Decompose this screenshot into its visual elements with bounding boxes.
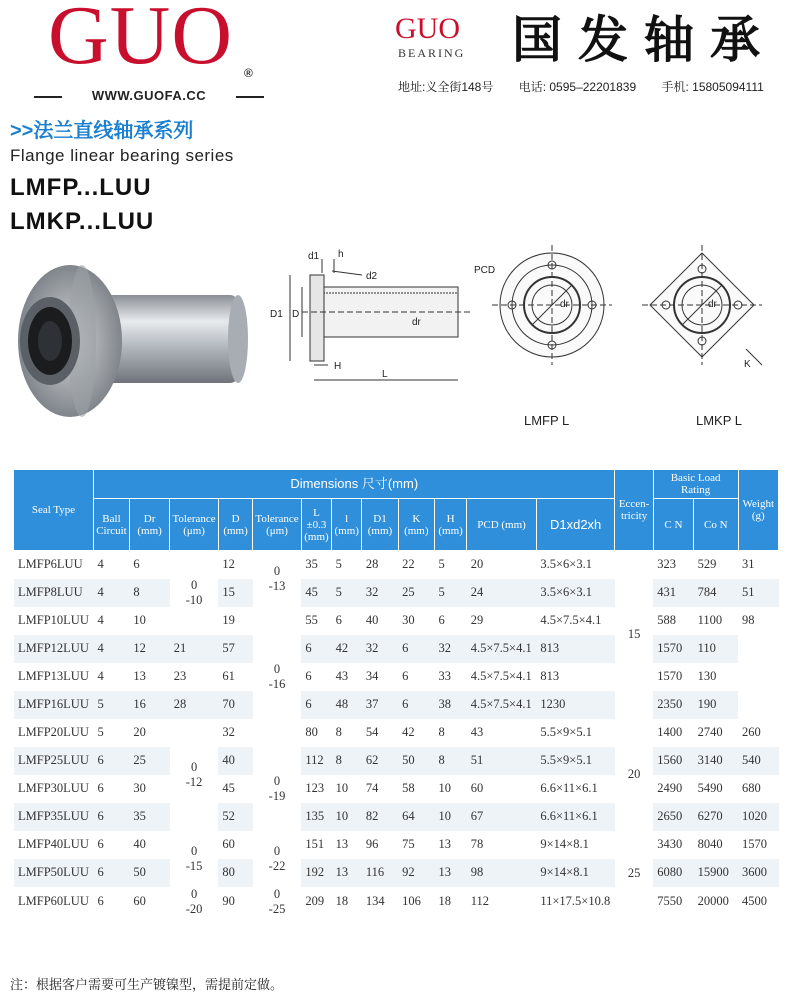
cell-D: 45 xyxy=(222,781,235,795)
cell-L: 35 xyxy=(305,557,318,572)
cell-C: 431 xyxy=(653,579,693,607)
cell-seal-type: LMFP12LUU xyxy=(14,635,94,663)
cell-dxh: 3.5×6×3.1 xyxy=(540,557,592,572)
cell-ball-circuit: 4 xyxy=(94,635,130,663)
cell-H: 10 xyxy=(438,781,451,795)
cell-dr: 8 xyxy=(129,579,169,607)
cell-dxh: 11×17.5×10.8 xyxy=(540,894,611,908)
col-eccentricity: Eccen-tricity xyxy=(615,470,653,551)
cell-L: 135 xyxy=(301,803,331,831)
col-PCD: PCD (mm) xyxy=(467,499,537,551)
cell-dr: 25 xyxy=(129,747,169,775)
col-tolerance-1: Tolerance (μm) xyxy=(170,499,219,551)
cell-K: 32 xyxy=(362,635,398,663)
cell-L: 57 xyxy=(218,635,252,663)
cell-K: 34 xyxy=(365,669,379,683)
cell-seal-type: LMFP13LUU xyxy=(18,669,89,683)
cell-seal-type: LMFP16LUU xyxy=(14,691,94,719)
label-h: h xyxy=(338,249,344,260)
phone-text: 电话: 0595–22201839 xyxy=(518,80,637,94)
table-row xyxy=(14,887,779,917)
cell-dxh: 4.5×7.5×4.1 xyxy=(540,613,602,627)
cell-D: 80 xyxy=(218,859,252,887)
cell-D: 23 xyxy=(173,669,187,683)
cell-PCD: 29 xyxy=(470,613,484,627)
cell-H: 10 xyxy=(434,803,466,831)
cell-D1: 62 xyxy=(362,747,398,775)
label-dr: dr xyxy=(412,317,421,328)
cell-l: 18 xyxy=(335,894,349,908)
cell-PCD: 24 xyxy=(467,579,537,607)
basic-load-header: Basic Load Rating xyxy=(653,470,738,499)
cell-K: 92 xyxy=(398,859,434,887)
cell-seal-type: LMFP10LUU xyxy=(18,613,89,627)
cell-H: 6 xyxy=(398,635,434,663)
caption-lmkp: LMKP L xyxy=(696,413,743,428)
cell-w: 1020 xyxy=(738,803,779,831)
cell-w: 110 xyxy=(694,635,738,663)
cell-seal-type: LMFP35LUU xyxy=(14,803,94,831)
cell-dxh: 9×14×8.1 xyxy=(536,859,615,887)
cell-w: 4500 xyxy=(742,894,767,908)
cell-dr: 6 xyxy=(133,557,140,572)
col-L: L ±0.3 (mm) xyxy=(301,499,331,551)
small-logo-text: GUO xyxy=(395,12,460,45)
col-d1d2h: D1xd2xh xyxy=(536,499,615,551)
cell-D1: 74 xyxy=(365,781,379,795)
cell-K: 75 xyxy=(402,837,415,851)
cell-Co: 3140 xyxy=(694,747,738,775)
cell-ball-circuit: 5 xyxy=(97,725,104,739)
cell-PCD: 112 xyxy=(470,894,490,908)
label-L: L xyxy=(382,369,388,380)
cell-ball-circuit: 4 xyxy=(94,579,130,607)
cell-Co: 5490 xyxy=(697,781,723,795)
col-weight: Weight (g) xyxy=(738,470,779,551)
cell-D: 40 xyxy=(218,747,252,775)
cell-Co: 1570 xyxy=(657,669,683,683)
cell-D1: 116 xyxy=(362,859,398,887)
cell-seal-type: LMFP25LUU xyxy=(14,747,94,775)
cell-Co: 2350 xyxy=(653,691,693,719)
cell-Co: 20000 xyxy=(697,894,729,908)
label-dr-square: dr xyxy=(708,299,717,310)
cell-L: 45 xyxy=(301,579,331,607)
cell-K: 106 xyxy=(402,894,421,908)
cell-ball-circuit: 6 xyxy=(94,803,130,831)
cell-ball-circuit: 4 xyxy=(97,613,104,627)
cell-ball-circuit: 5 xyxy=(94,691,130,719)
cell-dr: 20 xyxy=(133,725,146,739)
cell-D: 15 xyxy=(218,579,252,607)
col-seal-type: Seal Type xyxy=(14,470,94,551)
cell-l: 6 xyxy=(301,635,331,663)
cell-dr: 40 xyxy=(133,837,146,851)
table-row xyxy=(14,635,779,663)
cell-eccentricity: 25 xyxy=(627,866,641,880)
cell-D1: 48 xyxy=(332,691,362,719)
registered-mark: ® xyxy=(244,66,253,80)
website-text: WWW.GUOFA.CC xyxy=(34,88,264,103)
cell-dxh: 6.6×11×6.1 xyxy=(536,803,615,831)
cell-ball-circuit: 6 xyxy=(94,747,130,775)
table-row xyxy=(14,775,779,803)
address-text: 地址:义全街148号 xyxy=(398,80,494,94)
label-d2: d2 xyxy=(366,271,378,282)
cell-D: 28 xyxy=(170,691,219,719)
cell-C: 1400 xyxy=(657,725,683,739)
table-row xyxy=(14,551,779,579)
logo-text: GUO xyxy=(48,0,233,82)
table-row xyxy=(14,663,779,691)
cell-dr: 16 xyxy=(129,691,169,719)
cell-K: 50 xyxy=(398,747,434,775)
cell-C: 3430 xyxy=(657,837,683,851)
cell-l: 5 xyxy=(332,579,362,607)
cell-C: 323 xyxy=(657,557,676,572)
cell-H: 5 xyxy=(434,579,466,607)
cell-D1: 96 xyxy=(365,837,379,851)
cell-dxh: 6.6×11×6.1 xyxy=(540,781,598,795)
label-D: D xyxy=(292,309,300,320)
cell-D1: 134 xyxy=(365,894,385,908)
cell-H: 6 xyxy=(438,613,445,627)
cell-D: 12 xyxy=(222,557,235,572)
table-row xyxy=(14,607,779,635)
cell-L: 80 xyxy=(305,725,318,739)
cell-ball-circuit: 4 xyxy=(97,557,104,572)
cell-C: 1560 xyxy=(653,747,693,775)
cell-dr: 12 xyxy=(129,635,169,663)
cell-Co: 15900 xyxy=(694,859,738,887)
cell-PCD: 98 xyxy=(467,859,537,887)
cell-seal-type: LMFP6LUU xyxy=(18,557,83,572)
cell-eccentricity: 15 xyxy=(627,627,641,642)
cell-ball-circuit: 4 xyxy=(97,669,104,683)
cell-PCD: 32 xyxy=(434,635,466,663)
cell-D1: 43 xyxy=(335,669,349,683)
cell-dxh: 4.5×7.5×4.1 xyxy=(467,691,537,719)
cell-H: 5 xyxy=(438,557,445,572)
col-H: H (mm) xyxy=(434,499,466,551)
label-pcd: PCD xyxy=(474,265,496,276)
cell-tolerance-1: 0 -20 xyxy=(185,886,203,916)
cell-L: 151 xyxy=(305,837,325,851)
cell-dr: 30 xyxy=(133,781,146,795)
table-row xyxy=(14,803,779,831)
col-dr: Dr (mm) xyxy=(129,499,169,551)
cell-seal-type: LMFP30LUU xyxy=(18,781,89,795)
col-ball-circuit: Ball Circuit xyxy=(94,499,130,551)
cell-L: 209 xyxy=(305,894,325,908)
small-logo-sub: BEARING xyxy=(398,46,466,60)
cell-dr: 13 xyxy=(133,669,146,683)
cell-L: 112 xyxy=(301,747,331,775)
cell-K: 22 xyxy=(402,557,415,572)
cell-PCD: 67 xyxy=(467,803,537,831)
label-H: H xyxy=(334,361,342,372)
col-tolerance-2: Tolerance (μm) xyxy=(253,499,302,551)
cell-l: 6 xyxy=(301,691,331,719)
table-row xyxy=(14,831,779,859)
cell-PCD: 78 xyxy=(470,837,484,851)
cell-w: 31 xyxy=(742,557,755,572)
col-l: l (mm) xyxy=(332,499,362,551)
cell-C: 813 xyxy=(536,635,615,663)
cell-tolerance-2: 0 -16 xyxy=(268,661,286,691)
cell-PCD: 43 xyxy=(470,725,484,739)
cell-Co: 8040 xyxy=(697,837,723,851)
cell-Co: 1570 xyxy=(653,635,693,663)
model-lmfp: LMFP...LUU xyxy=(10,174,152,201)
cell-L: 123 xyxy=(305,781,325,795)
col-D: D (mm) xyxy=(218,499,252,551)
mobile-text: 手机: 15805094111 xyxy=(661,80,764,94)
cell-ball-circuit: 6 xyxy=(97,837,104,851)
series-title-en: Flange linear bearing series xyxy=(10,146,234,165)
cell-dr: 60 xyxy=(133,894,146,908)
col-Co: Co N xyxy=(694,499,738,551)
cell-dr: 10 xyxy=(133,613,146,627)
label-D1: D1 xyxy=(270,309,283,320)
cell-C: 1230 xyxy=(536,691,615,719)
cell-ball-circuit: 6 xyxy=(94,859,130,887)
cell-C: 813 xyxy=(540,669,560,683)
cell-PCD: 38 xyxy=(434,691,466,719)
cell-K: 25 xyxy=(398,579,434,607)
cell-ball-circuit: 6 xyxy=(97,894,104,908)
dimensions-header: Dimensions 尺寸(mm) xyxy=(94,470,615,499)
col-K: K (mm) xyxy=(398,499,434,551)
cell-L: 192 xyxy=(301,859,331,887)
technical-drawing xyxy=(262,245,792,445)
cell-w: 130 xyxy=(697,669,717,683)
cell-H: 13 xyxy=(434,859,466,887)
cell-dr: 35 xyxy=(129,803,169,831)
cell-D: 21 xyxy=(170,635,219,663)
cell-Co: 6270 xyxy=(694,803,738,831)
bearing-photo xyxy=(10,255,250,430)
cell-dxh: 5.5×9×5.1 xyxy=(536,747,615,775)
cell-L: 55 xyxy=(305,613,318,627)
label-d1: d1 xyxy=(308,251,320,262)
cell-tolerance-2: 0 -19 xyxy=(268,773,286,803)
cell-w: 1570 xyxy=(742,837,767,851)
cell-l: 10 xyxy=(332,803,362,831)
cell-seal-type: LMFP40LUU xyxy=(18,837,89,851)
cell-D: 32 xyxy=(222,725,235,739)
cell-C: 6080 xyxy=(653,859,693,887)
brand-name: 国发轴承 xyxy=(512,12,776,68)
cell-H: 18 xyxy=(438,894,451,908)
cell-D: 19 xyxy=(222,613,235,627)
cell-l: 6 xyxy=(305,669,312,683)
cell-seal-type: LMFP8LUU xyxy=(14,579,94,607)
cell-H: 8 xyxy=(434,747,466,775)
cell-tolerance-2: 0 -25 xyxy=(268,886,286,916)
table-row xyxy=(14,691,779,719)
cell-H: 13 xyxy=(438,837,451,851)
table-row xyxy=(14,719,779,747)
caption-lmfp: LMFP L xyxy=(524,413,570,428)
cell-C: 7550 xyxy=(657,894,683,908)
col-D1: D1 (mm) xyxy=(362,499,398,551)
cell-D1: 54 xyxy=(365,725,379,739)
table-row xyxy=(14,859,779,887)
cell-D: 60 xyxy=(222,837,235,851)
cell-tolerance-1: 0 -12 xyxy=(185,759,203,789)
cell-H: 6 xyxy=(402,669,409,683)
spec-table xyxy=(14,470,779,917)
model-lmkp: LMKP...LUU xyxy=(10,208,155,235)
cell-w: 98 xyxy=(742,613,755,627)
label-dr-round: dr xyxy=(560,299,569,310)
cell-L: 70 xyxy=(218,691,252,719)
cell-dxh: 9×14×8.1 xyxy=(540,837,589,851)
cell-ball-circuit: 6 xyxy=(97,781,104,795)
cell-w: 190 xyxy=(694,691,738,719)
cell-dr: 50 xyxy=(129,859,169,887)
cell-Co: 529 xyxy=(697,557,717,572)
cell-l: 13 xyxy=(332,859,362,887)
col-C: C N xyxy=(653,499,693,551)
cell-K: 64 xyxy=(398,803,434,831)
cell-l: 13 xyxy=(335,837,349,851)
cell-K: 42 xyxy=(402,725,415,739)
cell-D1: 32 xyxy=(362,579,398,607)
cell-C: 588 xyxy=(657,613,676,627)
cell-C: 2490 xyxy=(657,781,683,795)
cell-w: 260 xyxy=(742,725,761,739)
cell-C: 2650 xyxy=(653,803,693,831)
cell-H: 6 xyxy=(398,691,434,719)
cell-tolerance-1: 0 -15 xyxy=(185,843,203,873)
cell-dxh: 4.5×7.5×4.1 xyxy=(470,669,532,683)
cell-PCD: 33 xyxy=(438,669,451,683)
cell-l: 6 xyxy=(335,613,342,627)
cell-D1: 28 xyxy=(365,557,379,572)
cell-PCD: 20 xyxy=(470,557,484,572)
series-title-cn: >>法兰直线轴承系列 xyxy=(10,120,194,142)
cell-D: 52 xyxy=(218,803,252,831)
cell-PCD: 60 xyxy=(470,781,484,795)
cell-seal-type: LMFP50LUU xyxy=(14,859,94,887)
table-row xyxy=(14,747,779,775)
guo-bearing-logo xyxy=(395,14,495,64)
cell-eccentricity: 20 xyxy=(627,767,641,781)
guo-logo xyxy=(48,0,253,88)
cell-tolerance-2: 0 -13 xyxy=(268,563,286,593)
cell-l: 10 xyxy=(335,781,349,795)
cell-seal-type: LMFP20LUU xyxy=(18,725,89,739)
cell-tolerance-2: 0 -22 xyxy=(268,843,286,873)
cell-w: 540 xyxy=(738,747,779,775)
cell-Co: 784 xyxy=(694,579,738,607)
cell-D1: 40 xyxy=(365,613,379,627)
cell-K: 30 xyxy=(402,613,415,627)
cell-dxh: 3.5×6×3.1 xyxy=(536,579,615,607)
cell-H: 8 xyxy=(438,725,445,739)
cell-w: 51 xyxy=(738,579,779,607)
cell-K: 37 xyxy=(362,691,398,719)
cell-Co: 1100 xyxy=(697,613,723,627)
cell-l: 5 xyxy=(335,557,342,572)
cell-l: 8 xyxy=(332,747,362,775)
cell-seal-type: LMFP60LUU xyxy=(18,894,89,908)
cell-tolerance-1: 0 -10 xyxy=(185,577,203,607)
table-row xyxy=(14,579,779,607)
label-K: K xyxy=(744,359,751,370)
footnote: 注：根据客户需要可生产镀镍型，需提前定做。 xyxy=(10,977,284,992)
cell-w: 3600 xyxy=(738,859,779,887)
cell-D1: 82 xyxy=(362,803,398,831)
cell-L: 61 xyxy=(222,669,235,683)
cell-K: 58 xyxy=(402,781,415,795)
cell-w: 680 xyxy=(742,781,761,795)
cell-D1: 42 xyxy=(332,635,362,663)
cell-dxh: 5.5×9×5.1 xyxy=(540,725,592,739)
cell-dxh: 4.5×7.5×4.1 xyxy=(467,635,537,663)
cell-PCD: 51 xyxy=(467,747,537,775)
cell-D: 90 xyxy=(222,894,235,908)
cell-l: 8 xyxy=(335,725,342,739)
cell-Co: 2740 xyxy=(697,725,723,739)
contact-info xyxy=(398,78,786,95)
